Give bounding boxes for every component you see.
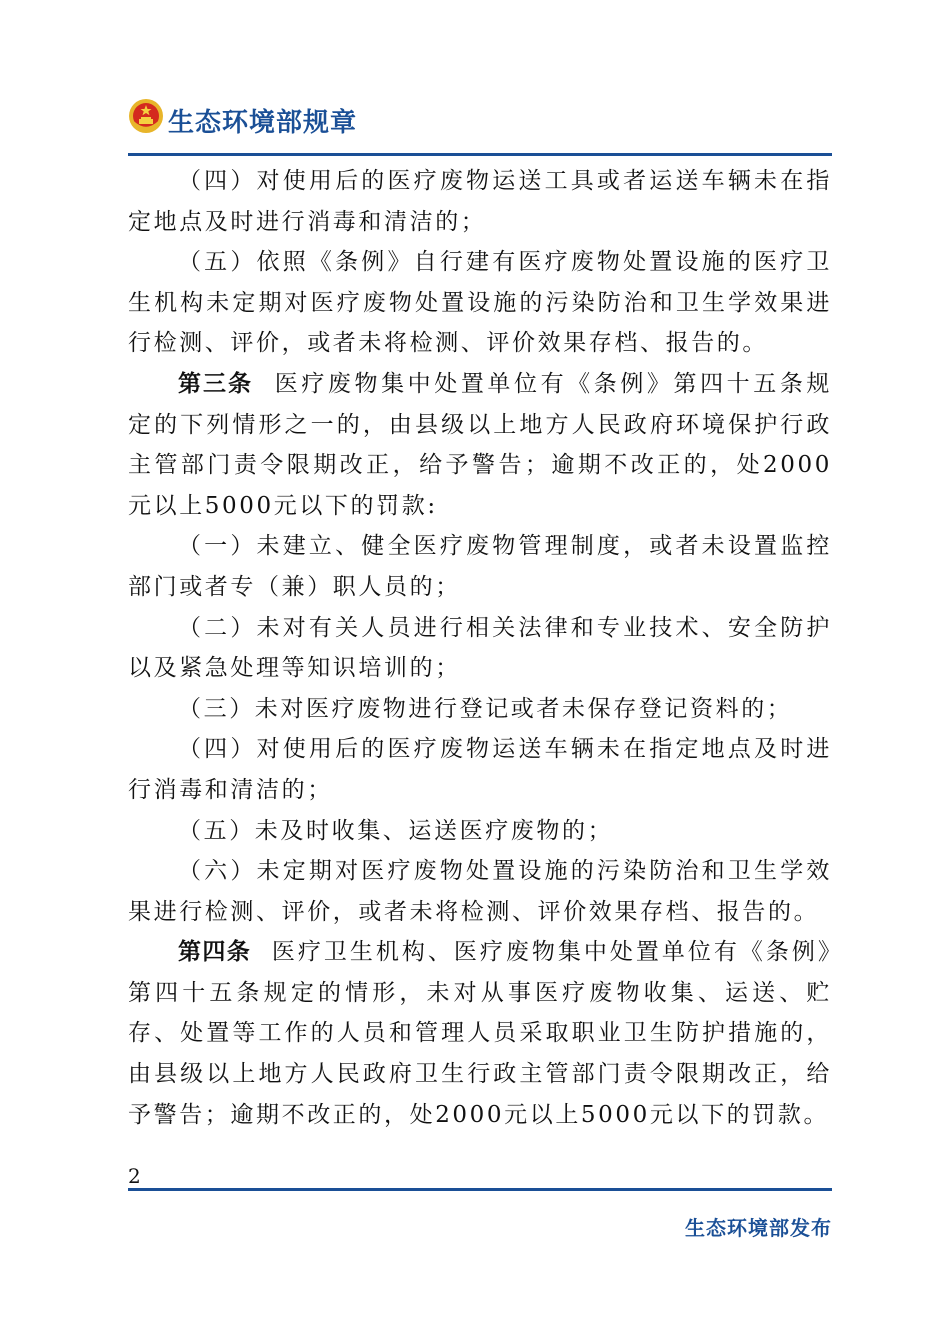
header-divider — [128, 153, 832, 156]
article-4-text: 医疗卫生机构、医疗废物集中处置单位有《条例》第四十五条规定的情形，未对从事医疗废物收集、运送、贮存、处置等工作的人员和管理人员采取职业卫生防护措施的，由县级以上地方人民政府卫生行政主管部门责令限期改正，给予警告；逾期不改正的，处2000元以上5000元以下的罚款。 — [128, 939, 833, 1128]
article-4-label: 第四条 — [178, 939, 252, 966]
paragraph: （四）对使用后的医疗废物运送工具或者运送车辆未在指定地点及时进行消毒和清洁的； — [128, 168, 832, 235]
page-header — [128, 96, 832, 156]
paragraph: （五）未及时收集、运送医疗废物的； — [178, 817, 614, 844]
article-4 — [128, 932, 832, 1135]
page-number: 2 — [128, 1164, 141, 1188]
publisher-label: 生态环境部发布 — [685, 1216, 832, 1240]
paragraph: （四）对使用后的医疗废物运送车辆未在指定地点及时进行消毒和清洁的； — [128, 736, 832, 803]
paragraph: （五）依照《条例》自行建有医疗废物处置设施的医疗卫生机构未定期对医疗废物处置设施的污染防治和卫生学效果进行检测、评价，或者未将检测、评价效果存档、报告的。 — [128, 249, 832, 357]
brand-title: 生态环境部规章 — [168, 108, 358, 138]
national-emblem-icon — [128, 98, 164, 134]
article-3-label: 第三条 — [178, 370, 253, 397]
paragraph: （三）未对医疗废物进行登记或者未保存登记资料的； — [178, 695, 793, 722]
article-3 — [128, 364, 832, 526]
paragraph: （六）未定期对医疗废物处置设施的污染防治和卫生学效果进行检测、评价，或者未将检测、评价效果存档、报告的。 — [128, 858, 832, 925]
document-body — [128, 161, 832, 1135]
article-3-text: 医疗废物集中处置单位有《条例》第四十五条规定的下列情形之一的，由县级以上地方人民政府环境保护行政主管部门责令限期改正，给予警告；逾期不改正的，处2000元以上5000元以下的罚款: — [128, 370, 832, 519]
footer-divider — [128, 1188, 832, 1191]
paragraph: （一）未建立、健全医疗废物管理制度，或者未设置监控部门或者专（兼）职人员的； — [128, 533, 832, 600]
paragraph: （二）未对有关人员进行相关法律和专业技术、安全防护以及紧急处理等知识培训的； — [128, 614, 832, 682]
